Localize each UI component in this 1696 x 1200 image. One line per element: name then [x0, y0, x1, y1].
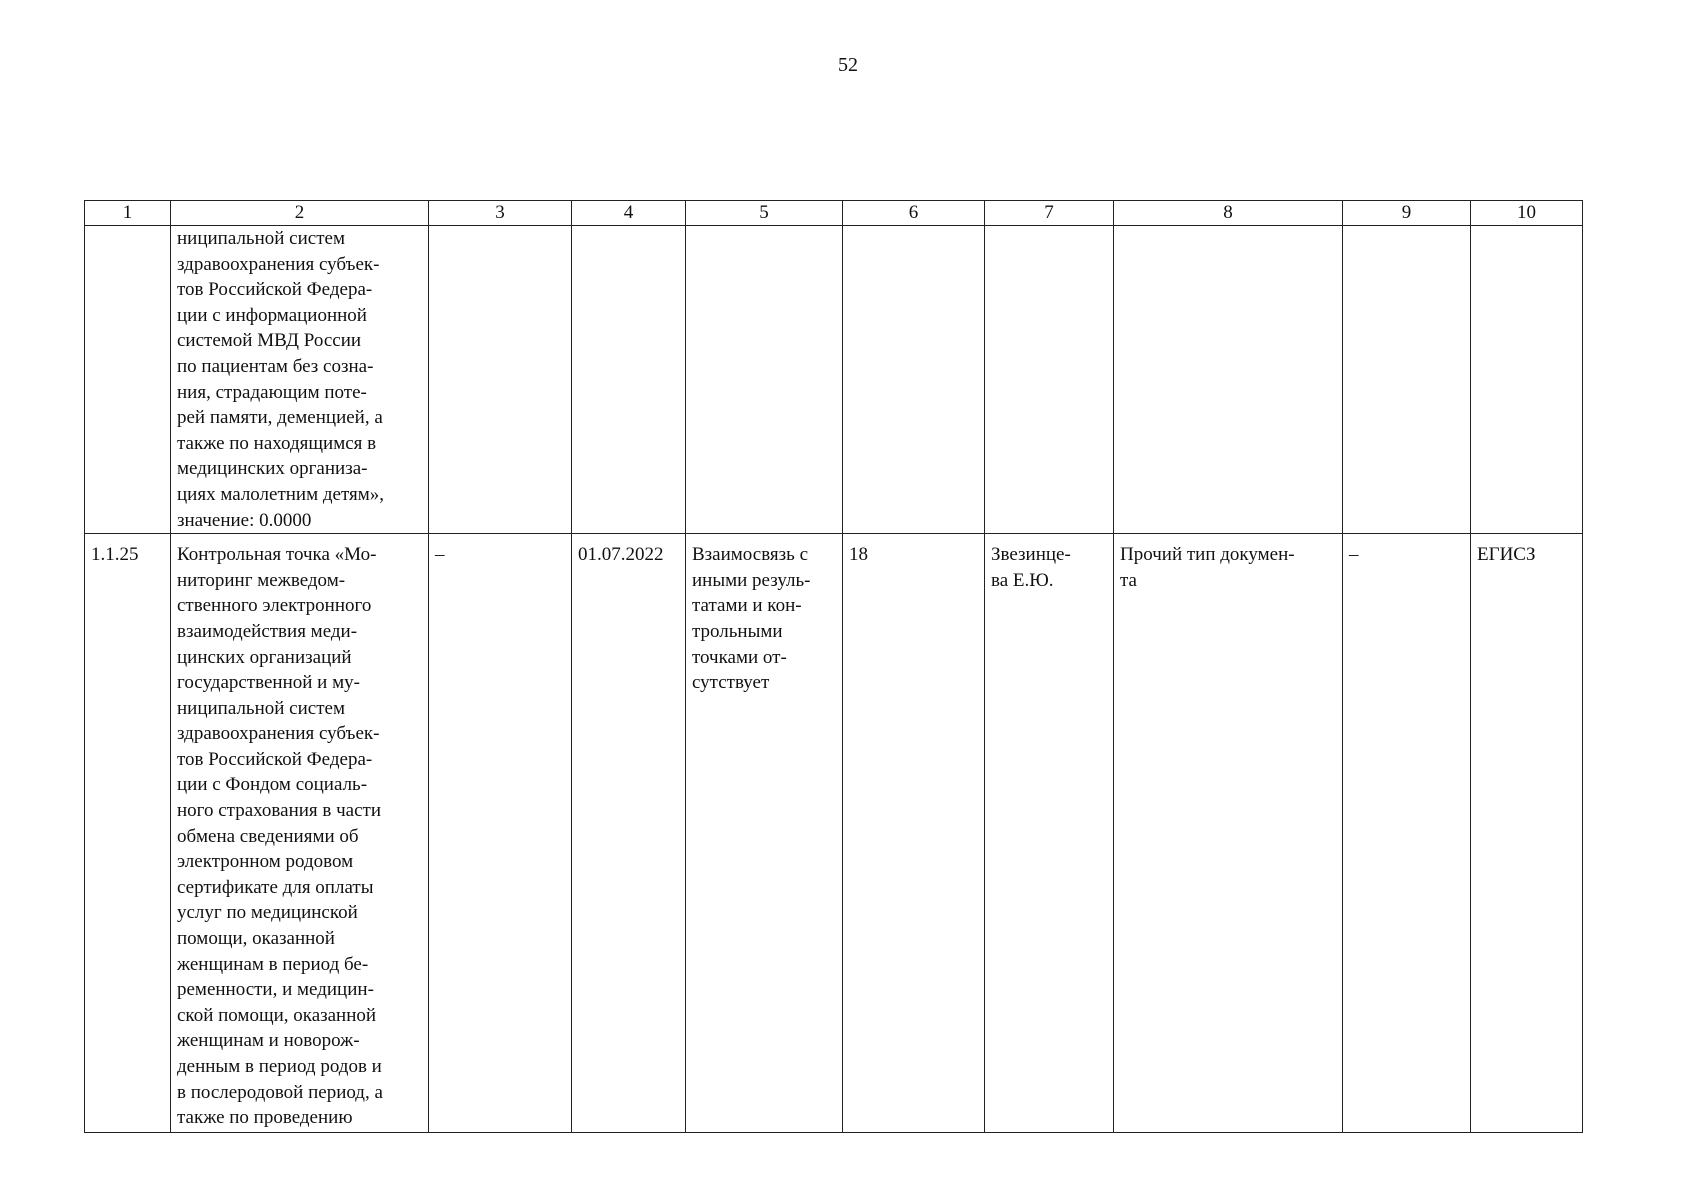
cell-col-4 [572, 534, 686, 1133]
cell-col-9 [1343, 226, 1471, 534]
column-header-10: 10 [1471, 201, 1583, 226]
column-header-1: 1 [85, 201, 171, 226]
column-header-5: 5 [686, 201, 843, 226]
row-number: 1.1.25 [91, 544, 139, 566]
column-header-7: 7 [985, 201, 1114, 226]
description-cell [171, 534, 429, 1133]
system-name-text: ЕГИСЗ [1477, 544, 1536, 566]
cell-col-10 [1471, 534, 1583, 1133]
cell-col-3 [429, 534, 572, 1133]
row-number-cell [85, 226, 171, 534]
column-header-6: 6 [843, 201, 985, 226]
table-row [85, 226, 1583, 534]
cell-text-col-9: – [1349, 544, 1359, 566]
cell-col-9 [1343, 534, 1471, 1133]
cell-text-col-3: – [435, 544, 445, 566]
cell-col-7 [985, 226, 1114, 534]
cell-col-8 [1114, 534, 1343, 1133]
column-header-9: 9 [1343, 201, 1471, 226]
schedule-table [84, 200, 1583, 1133]
cell-col-4 [572, 226, 686, 534]
column-header-8: 8 [1114, 201, 1343, 226]
description-text: ниципальной систем здравоохранения субъек- тов Российской Федера- ции с информационной системой МВД России по пациентам без созна- ния, страдающим поте- рей памяти, деменцией, а также по находящимся в медицинских организа- циях малолетним детям», значение: 0.0000 [177, 228, 385, 531]
responsible-person-text: Звезинце- ва Е.Ю. [991, 544, 1071, 591]
relationship-text: Взаимосвязь с иными резуль- татами и кон- трольными точками от- сутствует [692, 544, 811, 694]
column-header-2: 2 [171, 201, 429, 226]
cell-col-8 [1114, 226, 1343, 534]
column-header-4: 4 [572, 201, 686, 226]
column-number-header-row [85, 201, 1583, 226]
cell-text-col-6: 18 [849, 544, 868, 566]
cell-col-3 [429, 226, 572, 534]
column-header-3: 3 [429, 201, 572, 226]
cell-col-10 [1471, 226, 1583, 534]
description-cell [171, 226, 429, 534]
cell-col-5 [686, 226, 843, 534]
cell-col-5 [686, 534, 843, 1133]
cell-col-6 [843, 226, 985, 534]
page-number: 52 [838, 54, 858, 76]
table-row [85, 534, 1583, 1133]
description-text: Контрольная точка «Мо- ниторинг межведом- ственного электронного взаимодействия меди- цинских организаций государственной и му- ниципальной систем здравоохранения субъек- тов Российской Федера- ции с Фондом социаль- ного страхования в части обмена сведениями об электронном родовом сертификате для оплаты услуг по медицинской помощи, оказанной женщинам в период бе- ременности, и медицин- ской помощи, оказанной женщинам и новорож- денным в период родов и в послеродовой период, а также по проведению [177, 544, 383, 1129]
row-number-cell [85, 534, 171, 1133]
cell-col-7 [985, 534, 1114, 1133]
date-text: 01.07.2022 [578, 544, 664, 566]
cell-col-6 [843, 534, 985, 1133]
document-type-text: Прочий тип докумен- та [1120, 544, 1295, 591]
